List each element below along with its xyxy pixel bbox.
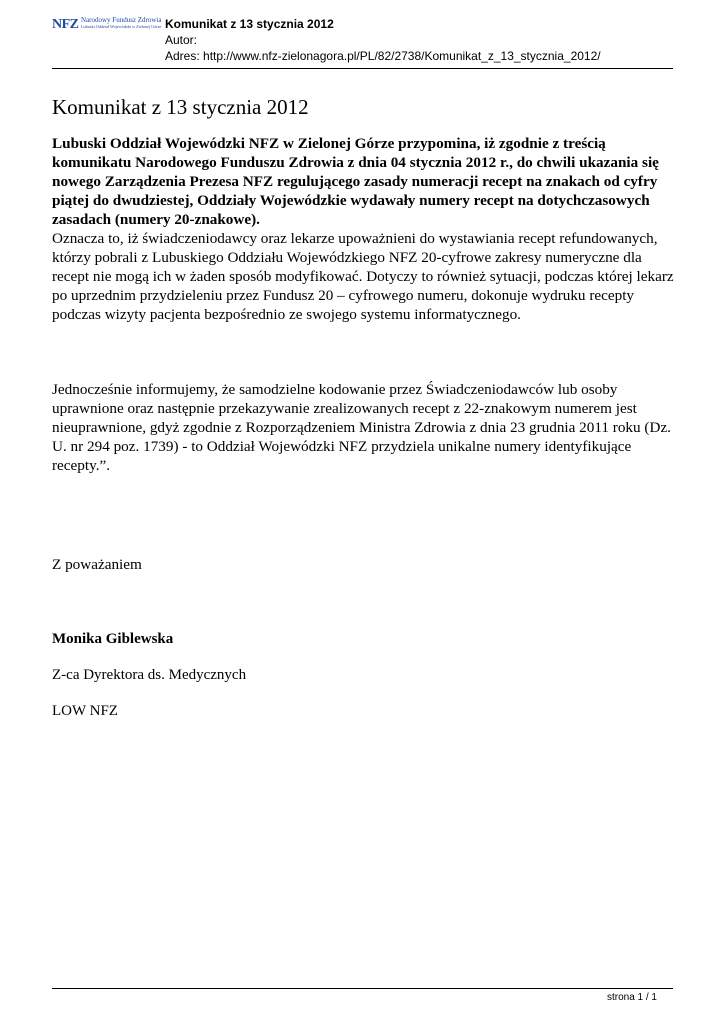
spacer	[52, 649, 677, 666]
closing-text: Z poważaniem	[52, 556, 142, 573]
header-author: Autor:	[165, 33, 198, 47]
article-heading: Komunikat z 13 stycznia 2012	[52, 95, 309, 119]
article-body	[52, 95, 677, 721]
document-meta	[165, 16, 601, 64]
signature-name: Monika Giblewska	[52, 631, 174, 647]
spacer	[52, 324, 677, 380]
nfz-logo-line1: Narodowy Fundusz Zdrowia	[81, 16, 162, 24]
spacer	[52, 685, 677, 702]
nfz-logo-text	[81, 16, 161, 30]
spacer	[52, 574, 677, 630]
signature-org: LOW NFZ	[52, 703, 118, 719]
nfz-logo-mark: NFZ	[52, 17, 79, 32]
article-paragraph-2: Jednocześnie informujemy, że samodzielne kodowanie przez Świadczeniodawców lub osoby uprawnione oraz następnie przekazywanie zrealizowanych recept z 22-znakowym numerem jest nieuprawnione, gdyż zgodnie z Rozporządzeniem Ministra Zdrowia z dnia 23 grudnia 2011 roku (Dz. U. nr 294 poz. 1739) - to Oddział Wojewódzki NFZ przydziela unikalne numery identyfikujące recepty.”.	[52, 381, 671, 474]
header-title: Komunikat z 13 stycznia 2012	[165, 17, 334, 31]
page-header	[52, 14, 673, 69]
spacer	[52, 475, 677, 555]
page-number: strona 1 / 1	[606, 992, 657, 1003]
nfz-logo-line2: Lubuski Oddział Wojewódzki w Zielonej Górze	[81, 24, 162, 29]
header-address: Adres: http://www.nfz-zielonagora.pl/PL/82/2738/Komunikat_z_13_stycznia_2012/	[165, 49, 601, 63]
article-paragraph-1: Oznacza to, iż świadczeniodawcy oraz lekarze upoważnieni do wystawiania recept refundowanych, którzy pobrali z Lubuskiego Oddziału Wojewódzkiego NFZ 20-cyfrowe zakresy numeryczne dla recept nie mogą ich w żaden sposób modyfikować. Dotyczy to również sytuacji, podczas której lekarz po uprzednim przydzieleniu przez Fundusz 20 – cyfrowego numeru, dokonuje wydruku recepty podczas wizyty pacjenta bezpośrednio ze swojego systemu informatycznego.	[52, 230, 674, 323]
nfz-logo	[52, 16, 160, 34]
signature-title: Z-ca Dyrektora ds. Medycznych	[52, 667, 247, 683]
article-lead: Lubuski Oddział Wojewódzki NFZ w Zielonej Górze przypomina, iż zgodnie z treścią komunikatu Narodowego Funduszu Zdrowia z dnia 04 stycznia 2012 r., do chwili ukazania się nowego Zarządzenia Prezesa NFZ regulującego zasady numeracji recept na znakach od cyfry piątej do dwudziestej, Oddziały Wojewódzkie wydawały numery recept na dotychczasowych zasadach (numery 20-znakowe).	[52, 135, 659, 228]
page-footer	[52, 988, 673, 1003]
